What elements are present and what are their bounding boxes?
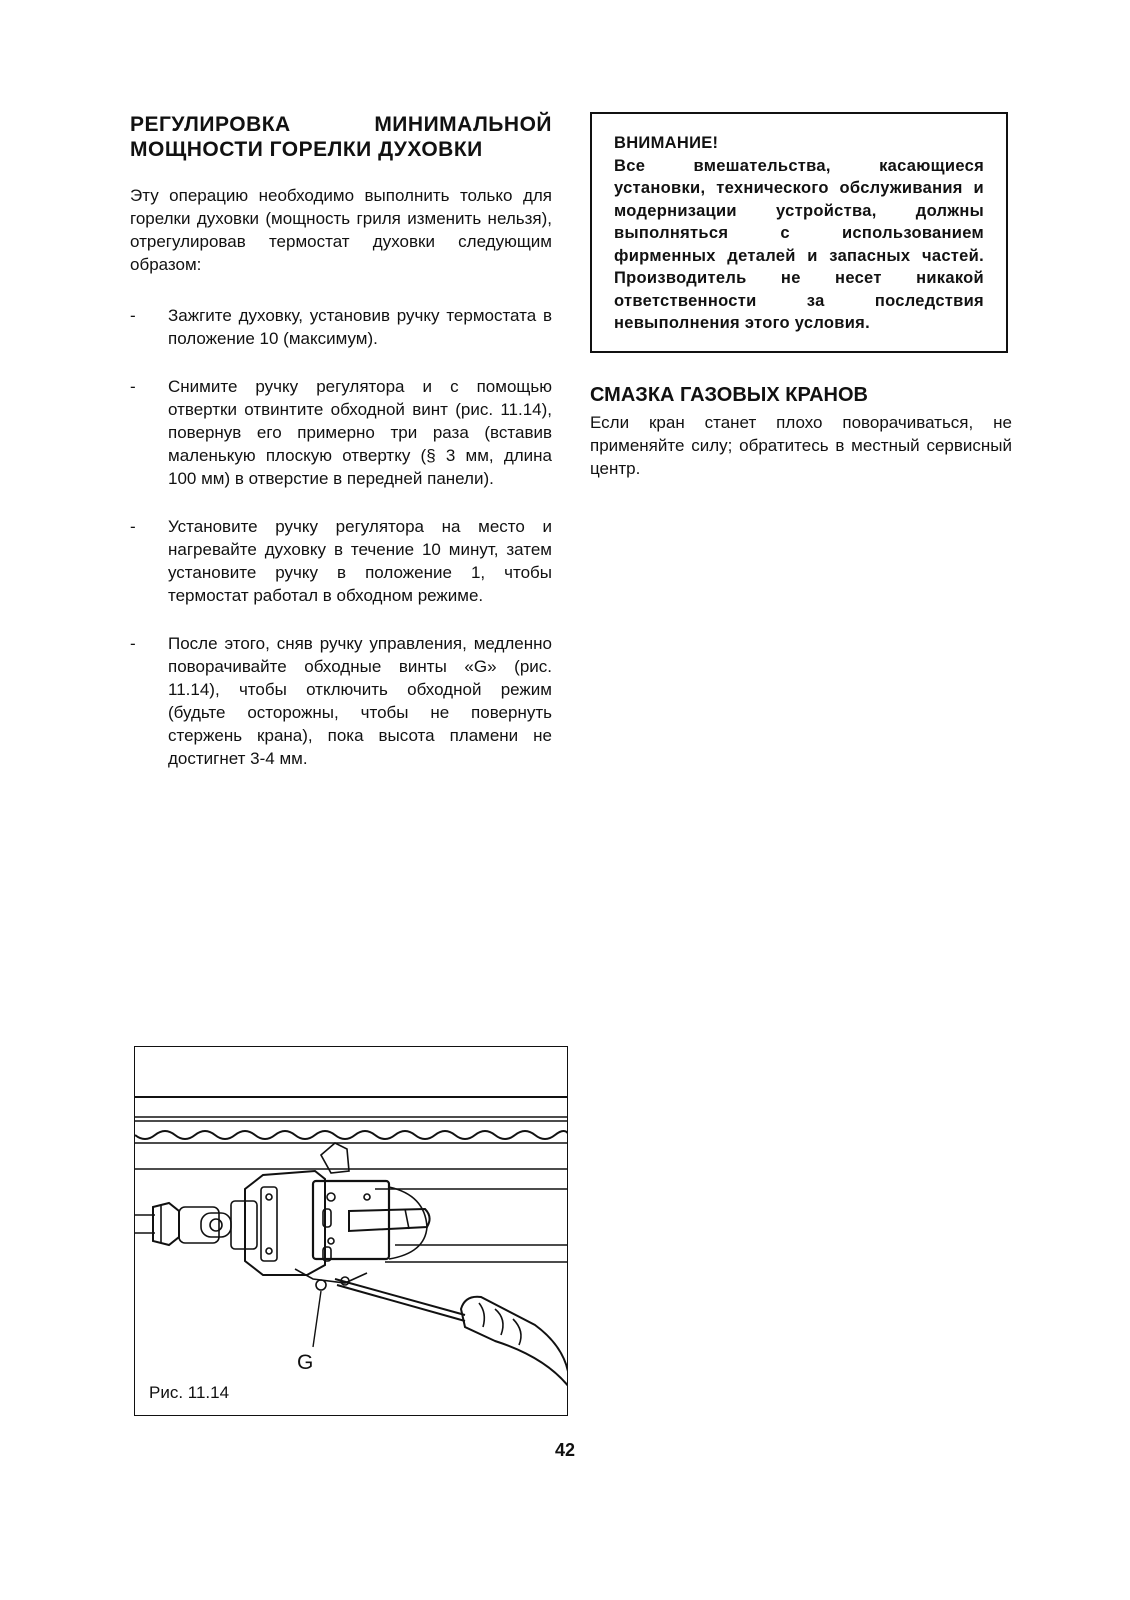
bullet-dash: - [130, 377, 136, 396]
step-text: После этого, сняв ручку управления, медленно поворачивайте обходные винты «G» (рис. 11.14), чтобы отключить обходной режим (будьте осторожны, чтобы не повернуть стержень крана), пока высота пламени не достигнет 3-4 мм. [168, 634, 552, 768]
bullet-dash: - [130, 634, 136, 653]
step-text: Зажгите духовку, установив ручку термостата в положение 10 (максимум). [168, 306, 552, 348]
heading-word-2: МИНИМАЛЬНОЙ [374, 113, 552, 136]
figure-caption: Рис. 11.14 [149, 1383, 230, 1402]
heading-word-1: РЕГУЛИРОВКА [130, 113, 291, 136]
left-column [130, 112, 552, 795]
warning-box [590, 112, 1008, 353]
figure-11-14 [134, 1046, 568, 1416]
step-text: Установите ручку регулятора на место и нагревайте духовку в течение 10 минут, затем установите ручку в положение 1, чтобы термостат работал в обходном режиме. [168, 517, 552, 605]
intro-paragraph: Эту операцию необходимо выполнить только для горелки духовки (мощность гриля изменить нельзя), отрегулировав термостат духовки следующим образом: [130, 186, 552, 274]
list-item [130, 632, 552, 770]
step-text: Снимите ручку регулятора и с помощью отвертки отвинтите обходной винт (рис. 11.14), повернув его примерно три раза (вставив маленькую плоскую отвертку (§ 3 мм, длина 100 мм) в отверстие в передней панели). [168, 377, 552, 488]
figure-label-g: G [297, 1351, 314, 1374]
page-number: 42 [554, 1440, 576, 1460]
heading-line-2: МОЩНОСТИ ГОРЕЛКИ ДУХОВКИ [130, 138, 483, 161]
list-item [130, 515, 552, 607]
list-item [130, 375, 552, 490]
lubrication-paragraph: Если кран станет плохо поворачиваться, не применяйте силу; обратитесь в местный сервисный центр. [590, 412, 1012, 478]
section-heading-lubrication: СМАЗКА ГАЗОВЫХ КРАНОВ [590, 383, 868, 406]
list-item [130, 304, 552, 350]
gas-tap-illustration [135, 1047, 568, 1416]
right-column [590, 112, 1012, 480]
bullet-dash: - [130, 517, 136, 536]
bullet-dash: - [130, 306, 136, 325]
warning-text: Все вмешательства, касающиеся установки, технического обслуживания и модернизации устройства, должны выполняться с использованием фирменных деталей и запасных частей. Производитель не несет никакой ответственности за последствия невыполнения этого условия. [614, 156, 984, 332]
warning-title: ВНИМАНИЕ! [614, 134, 719, 152]
section-heading-min-power [130, 112, 552, 162]
steps-list [130, 304, 552, 770]
